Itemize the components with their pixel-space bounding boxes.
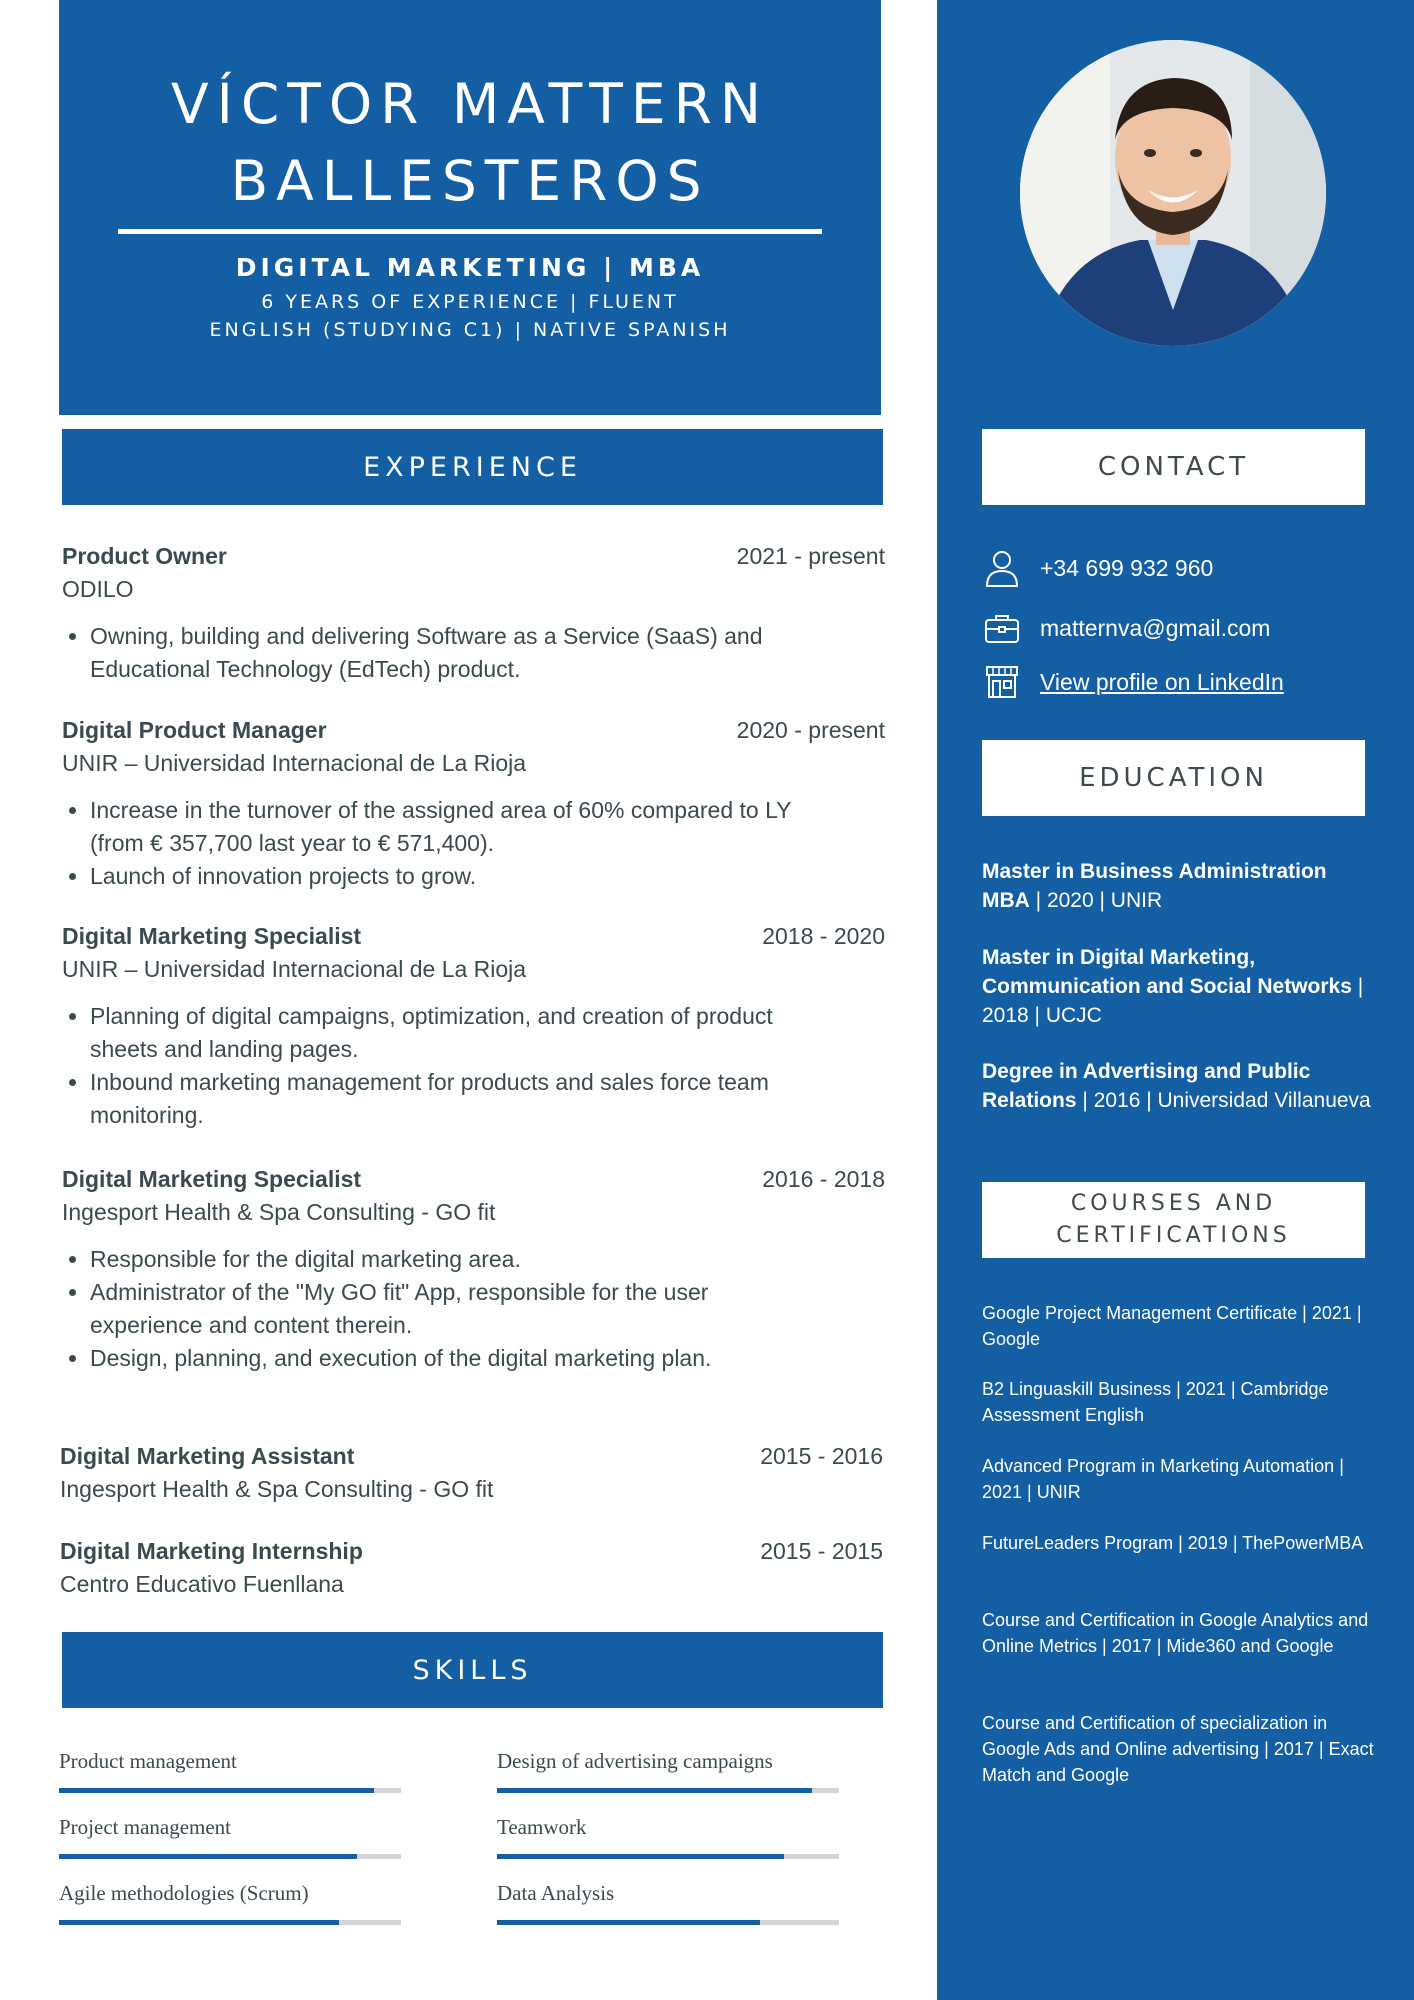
- job-company: Ingesport Health & Spa Consulting - GO fit: [62, 1199, 496, 1225]
- education-detail: | 2020 | UNIR: [1029, 889, 1163, 912]
- course-item: Course and Certification in Google Analytics and Online Metrics | 2017 | Mide360 and Google: [982, 1610, 1369, 1656]
- job-company: Centro Educativo Fuenllana: [60, 1571, 344, 1597]
- education-item: [982, 943, 1377, 1030]
- skill-bar-fill: [497, 1920, 760, 1925]
- job-bullet: • Increase in the turnover of the assigned area of 60% compared to LY (from € 357,700 last year to € 571,400).: [90, 794, 810, 860]
- course-item: Course and Certification of specialization in Google Ads and Online advertising | 2017 | Exact Match and Google: [982, 1713, 1374, 1785]
- skill-label: Agile methodologies (Scrum): [59, 1881, 309, 1905]
- building-icon: [982, 662, 1022, 702]
- skill-label: Project management: [59, 1815, 232, 1839]
- job-entry: [62, 714, 885, 893]
- skill-bar: [59, 1854, 401, 1859]
- subheadline: 6 YEARS OF EXPERIENCE | FLUENT ENGLISH (STUDYING C1) | NATIVE SPANISH: [209, 291, 731, 341]
- education-heading: EDUCATION: [982, 740, 1365, 816]
- job-bullet: • Launch of innovation projects to grow.: [90, 860, 810, 893]
- skill-bar: [59, 1788, 401, 1793]
- education-title: Master in Digital Marketing, Communication and Social Networks: [982, 946, 1352, 998]
- skill-bar: [497, 1788, 839, 1793]
- education-item: [982, 1057, 1377, 1115]
- courses-heading: [982, 1182, 1365, 1258]
- job-title: Digital Product Manager: [62, 717, 327, 743]
- job-company: ODILO: [62, 576, 134, 602]
- job-entry: [62, 1163, 885, 1375]
- job-bullet: • Inbound marketing management for products and sales force team monitoring.: [90, 1066, 810, 1132]
- job-title: Product Owner: [62, 543, 227, 569]
- skill-bar: [497, 1854, 839, 1859]
- header-block: [59, 0, 881, 415]
- skill-item: [497, 1880, 839, 1925]
- skill-item: [497, 1814, 839, 1859]
- email-address: matternva@gmail.com: [1040, 614, 1271, 641]
- job-bullets: [62, 620, 810, 686]
- job-bullets: [62, 1243, 810, 1375]
- job-title: Digital Marketing Specialist: [62, 1166, 362, 1192]
- job-date: 2018 - 2020: [762, 923, 885, 949]
- course-item: FutureLeaders Program | 2019 | ThePowerMBA: [982, 1533, 1364, 1553]
- job-bullet: • Responsible for the digital marketing area.: [90, 1243, 810, 1276]
- job-title: Digital Marketing Assistant: [60, 1443, 355, 1469]
- briefcase-icon: [982, 608, 1022, 648]
- contact-phone[interactable]: [982, 548, 1213, 588]
- job-title: Digital Marketing Internship: [60, 1538, 363, 1564]
- course-item: B2 Linguaskill Business | 2021 | Cambridge Assessment English: [982, 1379, 1329, 1425]
- skill-item: [59, 1748, 401, 1793]
- experience-heading: EXPERIENCE: [62, 429, 883, 505]
- job-bullet: • Design, planning, and execution of the digital marketing plan.: [90, 1342, 810, 1375]
- job-date: 2016 - 2018: [762, 1166, 885, 1192]
- job-company: Ingesport Health & Spa Consulting - GO fit: [60, 1476, 494, 1502]
- skill-bar-fill: [59, 1920, 339, 1925]
- job-entry: [62, 920, 885, 1132]
- job-date: 2020 - present: [736, 717, 885, 743]
- skills-heading: SKILLS: [62, 1632, 883, 1708]
- job-bullet: • Owning, building and delivering Software as a Service (SaaS) and Educational Technology (EdTech) product.: [90, 620, 810, 686]
- skill-bar-fill: [497, 1788, 812, 1793]
- job-title: Digital Marketing Specialist: [62, 923, 362, 949]
- skill-bar-fill: [59, 1854, 357, 1859]
- job-company: UNIR – Universidad Internacional de La Rioja: [62, 956, 527, 982]
- courses-heading-line-1: COURSES AND: [1070, 1191, 1277, 1216]
- job-date: 2021 - present: [736, 543, 885, 569]
- contact-heading: CONTACT: [982, 429, 1365, 505]
- skill-label: Product management: [59, 1749, 237, 1773]
- skill-item: [497, 1748, 839, 1793]
- job-entry: [60, 1535, 883, 1601]
- education-detail: | 2018 | UCJC: [982, 975, 1364, 1027]
- courses-heading-line-2: CERTIFICATIONS: [1056, 1223, 1291, 1248]
- skill-label: Data Analysis: [497, 1881, 615, 1905]
- job-entry: [62, 540, 885, 686]
- linkedin-link[interactable]: View profile on LinkedIn: [1040, 668, 1284, 695]
- skill-bar-fill: [59, 1788, 374, 1793]
- header-divider: [118, 229, 822, 234]
- skill-bar: [59, 1920, 401, 1925]
- job-bullet: • Administrator of the "My GO fit" App, responsible for the user experience and content therein.: [90, 1276, 810, 1342]
- name-line-1: VÍCTOR MATTERN: [171, 72, 769, 136]
- candidate-name: [59, 66, 881, 220]
- profile-photo: [1020, 40, 1326, 346]
- education-title: Degree in Advertising and Public Relations: [982, 1060, 1311, 1112]
- job-bullets: [62, 794, 810, 893]
- skill-bar: [497, 1920, 839, 1925]
- contact-email[interactable]: [982, 608, 1270, 648]
- education-title: Master in Business Administration MBA: [982, 860, 1327, 912]
- phone-number: +34 699 932 960: [1040, 554, 1214, 581]
- skill-bar-fill: [497, 1854, 784, 1859]
- name-line-2: BALLESTEROS: [230, 149, 710, 213]
- skill-item: [59, 1880, 401, 1925]
- profile-photo-illustration: [1020, 40, 1326, 346]
- job-bullet: • Planning of digital campaigns, optimization, and creation of product sheets and landing pages.: [90, 1000, 810, 1066]
- course-item: Google Project Management Certificate | 2021 | Google: [982, 1303, 1362, 1349]
- course-item: Advanced Program in Marketing Automation | 2021 | UNIR: [982, 1456, 1344, 1502]
- skill-label: Teamwork: [497, 1815, 587, 1839]
- job-bullets: [62, 1000, 810, 1132]
- education-item: [982, 857, 1377, 915]
- job-date: 2015 - 2016: [760, 1443, 883, 1469]
- skill-item: [59, 1814, 401, 1859]
- person-icon: [982, 548, 1022, 588]
- education-detail: | 2016 | Universidad Villanueva: [1076, 1089, 1371, 1112]
- job-company: UNIR – Universidad Internacional de La Rioja: [62, 750, 527, 776]
- contact-linkedin[interactable]: [982, 662, 1284, 702]
- skill-label: Design of advertising campaigns: [497, 1749, 773, 1773]
- headline: DIGITAL MARKETING | MBA: [235, 253, 705, 282]
- job-entry: [60, 1440, 883, 1506]
- job-date: 2015 - 2015: [760, 1538, 883, 1564]
